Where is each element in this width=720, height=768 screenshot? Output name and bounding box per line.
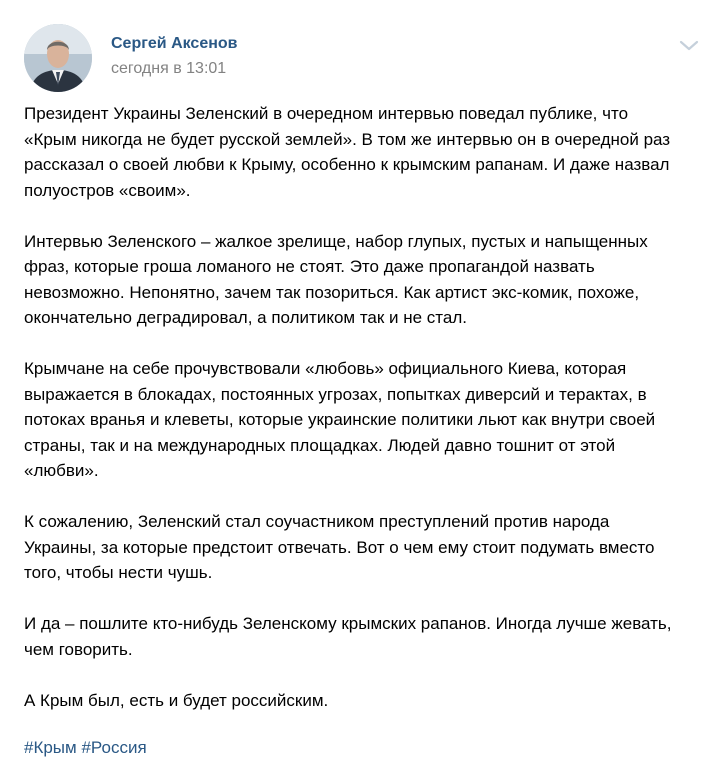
post-paragraph: Крымчане на себе прочувствовали «любовь» официального Киева, которая выражается в блокадах, постоянных угрозах, попытках диверсий и терактах, в потоках вранья и клеветы, которые украинские политики льют как внутри своей страны, так и на международных площадках. Людей давно тошнит от этой «любви». <box>24 359 656 480</box>
post-paragraph: А Крым был, есть и будет российским. <box>24 690 329 710</box>
chevron-down-icon <box>678 36 700 54</box>
author-avatar[interactable] <box>24 24 92 92</box>
post-paragraph: К сожалению, Зеленский стал соучастником преступлений против народа Украины, за которые предстоит отвечать. Вот о чем ему стоит подумать вместо того, чтобы нести чушь. <box>24 512 655 582</box>
post-paragraph: И да – пошлите кто-нибудь Зеленскому крымских рапанов. Иногда лучше жевать, чем говорить. <box>24 614 672 659</box>
post-text <box>24 101 708 739</box>
hashtag-link-russia[interactable]: #Россия <box>81 738 147 757</box>
post-paragraph: Интервью Зеленского – жалкое зрелище, набор глупых, пустых и напыщенных фраз, которые гроша ломаного не стоят. Это даже пропагандой назвать невозможно. Непонятно, зачем так позориться. Как артист экс-комик, похоже, окончательно деградировал, а политиком так и не стал. <box>24 231 648 327</box>
post-timestamp[interactable]: сегодня в 13:01 <box>111 60 227 77</box>
hashtag-list <box>24 735 147 760</box>
post-actions-button[interactable] <box>678 36 700 54</box>
avatar-photo-icon <box>24 24 92 92</box>
author-name[interactable]: Сергей Аксенов <box>111 35 238 52</box>
hashtag-link-crimea[interactable]: #Крым <box>24 738 77 757</box>
post-paragraph: Президент Украины Зеленский в очередном интервью поведал публике, что «Крым никогда не будет русской землей». В том же интервью он в очередной раз рассказал о своей любви к Крыму, особенно к крымским рапанам. И даже назвал полуостров «своим». <box>24 104 671 200</box>
